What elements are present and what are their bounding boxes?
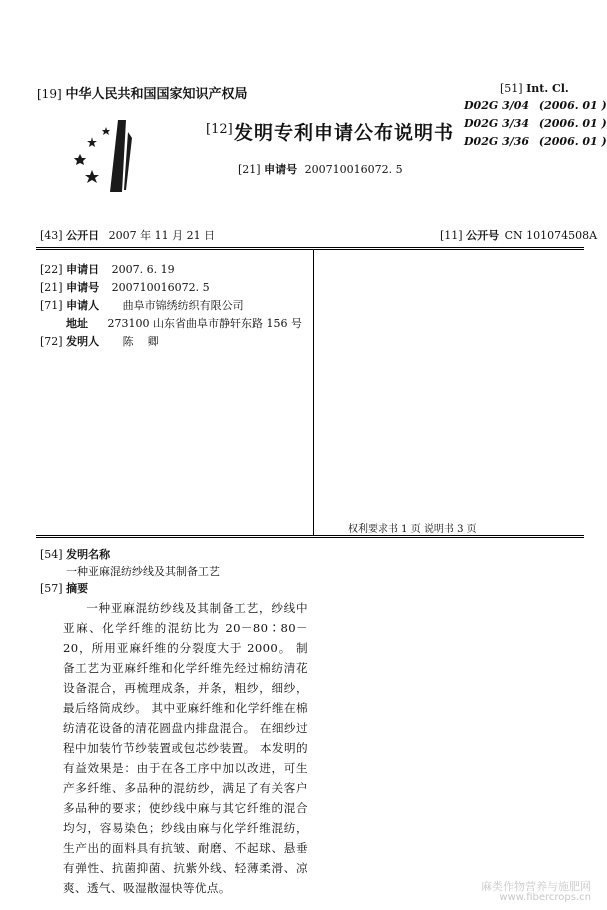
top-rule-double bbox=[36, 249, 584, 250]
classification-row bbox=[464, 99, 607, 112]
middle-rule-double bbox=[36, 537, 584, 538]
biblio-label: 发明人 bbox=[66, 335, 100, 348]
biblio-row-address bbox=[66, 315, 302, 331]
biblio-row-applicant bbox=[40, 297, 244, 313]
biblio-value: 陈 卿 bbox=[122, 335, 159, 348]
office-line bbox=[37, 83, 247, 102]
publication-number-label: 公开号 bbox=[466, 229, 500, 242]
biblio-row-inventor bbox=[40, 333, 159, 349]
biblio-row-app-no bbox=[40, 279, 210, 295]
int-cl-code: [51] bbox=[500, 82, 523, 95]
watermark-url: www.fibercrops.cn bbox=[499, 892, 591, 903]
publication-date-code: [43] bbox=[40, 229, 63, 242]
invention-name-code: [54] bbox=[40, 548, 63, 561]
publication-date bbox=[40, 227, 215, 243]
office-code: [19] bbox=[37, 87, 62, 101]
abstract-code: [57] bbox=[40, 582, 63, 595]
biblio-value: 200710016072. 5 bbox=[111, 281, 210, 294]
header-app-no bbox=[238, 161, 403, 177]
publication-date-label: 公开日 bbox=[66, 229, 100, 242]
classification-year: (2006. 01 ) bbox=[538, 99, 607, 112]
header-app-no-code: [21] bbox=[238, 163, 261, 176]
abstract-text: 一种亚麻混纺纱线及其制备工艺，纱线中亚麻、化学纤维的混纺比为 20－80∶80－20，所用亚麻纤维的分裂度大于 2000。 制备工艺为亚麻纤维和化学纤维先经过棉纺清花设备混合，再梳理成条，并条，粗纱，细纱，最后络筒成纱。 其中亚麻纤维和化学纤维在棉纺清花设备的清花圆盘内排盘混合。 在细纱过程中加装竹节纱装置或包芯纱装置。 本发明的有益效果是：由于在各工序中加以改进，可生产多纤维、多品种的混纺纱，满足了有关客户多品种的要求；使纱线中麻与其它纤维的混合均匀，容易染色；纱线由麻与化学纤维混纺，生产出的面料具有抗皱、耐磨、不起球、悬垂有弹性、抗菌抑菌、抗紫外线、轻薄柔滑、凉爽、透气、吸湿散湿快等优点。 bbox=[63, 601, 308, 895]
biblio-value: 273100 山东省曲阜市静轩东路 156 号 bbox=[107, 317, 302, 330]
publication-date-value: 2007 年 11 月 21 日 bbox=[108, 229, 216, 242]
classification-year: (2006. 01 ) bbox=[538, 135, 607, 148]
publication-number-code: [11] bbox=[440, 229, 463, 242]
classification-code: D02G 3/04 bbox=[464, 99, 530, 112]
abstract-body bbox=[63, 598, 308, 898]
invention-name-heading bbox=[40, 546, 110, 562]
biblio-code: [21] bbox=[40, 281, 63, 294]
classification-row bbox=[464, 135, 607, 148]
biblio-value: 曲阜市锦绣纺织有限公司 bbox=[122, 299, 244, 312]
watermark-title: 麻类作物营养与施肥网 bbox=[481, 880, 591, 893]
office-name: 中华人民共和国国家知识产权局 bbox=[65, 87, 248, 102]
biblio-row-filing-date bbox=[40, 261, 175, 277]
biblio-code: [71] bbox=[40, 299, 63, 312]
publication-number bbox=[440, 227, 597, 243]
biblio-label: 申请号 bbox=[66, 281, 100, 294]
biblio-label: 申请日 bbox=[66, 263, 100, 276]
classification-code: D02G 3/34 bbox=[464, 117, 530, 130]
publication-number-value: CN 101074508A bbox=[504, 229, 598, 242]
biblio-label: 地址 bbox=[66, 317, 88, 330]
abstract-label: 摘要 bbox=[66, 582, 89, 595]
middle-rule bbox=[36, 535, 584, 536]
top-rule bbox=[36, 247, 584, 248]
int-cl bbox=[500, 82, 569, 95]
sipo-emblem-icon bbox=[66, 112, 158, 198]
biblio-value: 2007. 6. 19 bbox=[111, 263, 175, 276]
invention-name-label: 发明名称 bbox=[66, 548, 111, 561]
header-app-no-value: 200710016072. 5 bbox=[304, 163, 403, 176]
doc-title: 发明专利申请公布说明书 bbox=[234, 122, 455, 144]
invention-name: 一种亚麻混纺纱线及其制备工艺 bbox=[66, 565, 220, 578]
column-divider bbox=[313, 249, 314, 535]
biblio-label: 申请人 bbox=[66, 299, 100, 312]
doc-code: [12] bbox=[206, 122, 233, 137]
classification-year: (2006. 01 ) bbox=[538, 117, 607, 130]
classification-row bbox=[464, 117, 607, 130]
int-cl-label: Int. Cl. bbox=[526, 82, 569, 95]
classification-code: D02G 3/36 bbox=[464, 135, 530, 148]
abstract-heading bbox=[40, 580, 88, 596]
biblio-code: [72] bbox=[40, 335, 63, 348]
biblio-code: [22] bbox=[40, 263, 63, 276]
header-app-no-label: 申请号 bbox=[264, 163, 298, 176]
page-count: 权利要求书 1 页 说明书 3 页 bbox=[348, 524, 477, 535]
